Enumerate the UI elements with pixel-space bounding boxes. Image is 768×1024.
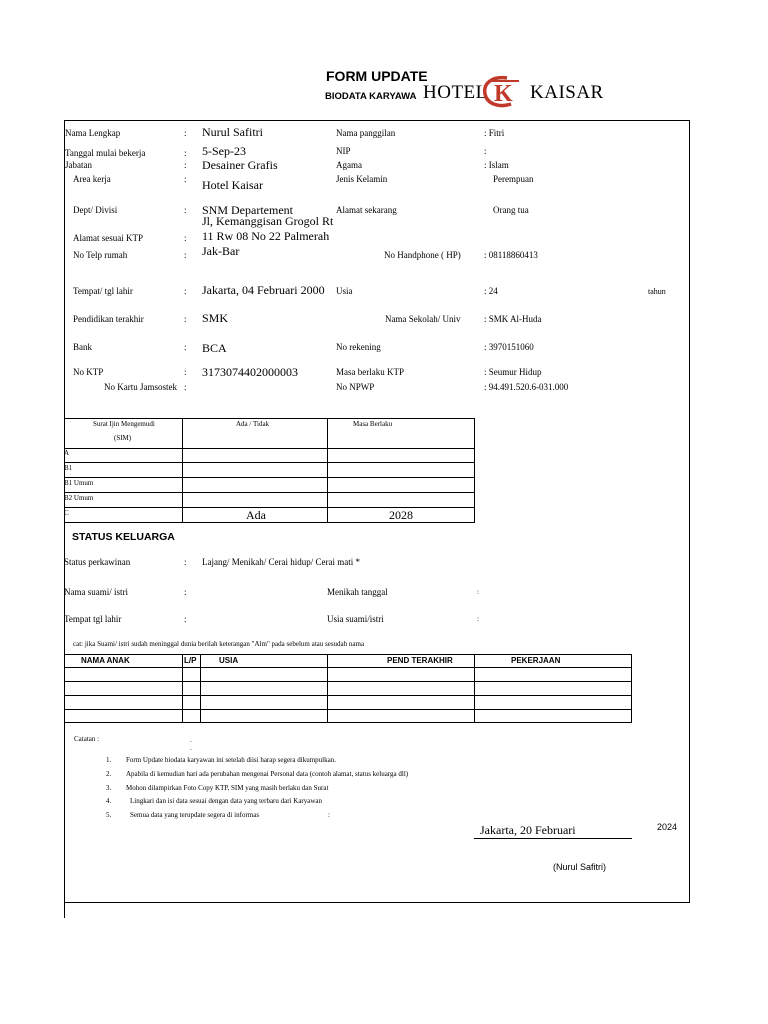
colon: : xyxy=(184,382,187,392)
label-area-kerja: Area kerja xyxy=(73,174,111,184)
label-npwp: No NPWP xyxy=(336,382,375,392)
label-bank: Bank xyxy=(73,342,92,352)
catatan-item-num: 1. xyxy=(106,756,112,764)
value-ktp: 3173074402000003 xyxy=(202,365,298,379)
anak-table-line xyxy=(631,654,632,722)
sim-table-line xyxy=(474,418,475,522)
label-handphone: No Handphone ( HP) xyxy=(384,250,461,260)
logo-kaisar-text: KAISAR xyxy=(530,82,604,103)
colon: : xyxy=(184,314,187,324)
colon: : xyxy=(477,615,479,623)
catatan-item-num: 4. xyxy=(106,797,112,805)
value-alamat-sekarang: Orang tua xyxy=(493,205,529,215)
anak-table-line xyxy=(182,654,183,722)
sim-row-ada: Ada xyxy=(246,508,266,522)
value-dept: SNM Departement xyxy=(202,203,293,217)
catatan-item-text: Apabila di kemudian hari ada perubahan mengenai Personal data (contoh alamat, status keluarga dll) xyxy=(126,770,409,778)
catatan-label: Catatan : xyxy=(74,735,100,743)
colon: : xyxy=(184,160,187,170)
catatan-dot: . xyxy=(190,736,192,744)
colon: : xyxy=(184,233,187,243)
form-subtitle: BIODATA KARYAWA xyxy=(325,91,417,102)
value-usia: : 24 xyxy=(484,286,498,296)
anak-header-lp: L/P xyxy=(184,656,197,665)
label-nip: NIP xyxy=(336,146,351,156)
label-status-perkawinan: Status perkawinan xyxy=(64,557,131,567)
signature-date-line xyxy=(474,838,632,839)
anak-header-nama: NAMA ANAK xyxy=(81,656,130,665)
sim-header-col3: Masa Berlaku xyxy=(353,420,393,428)
sim-table-line xyxy=(64,507,475,508)
catatan-item-text: Lingkari dan isi data sesuai dengan data yang terbaru dari Karyawan xyxy=(130,797,323,805)
anak-header-usia: USIA xyxy=(219,656,239,665)
label-alamat-ktp: Alamat sesuai KTP xyxy=(73,233,143,243)
anak-table-line xyxy=(64,667,632,668)
value-area-kerja: Hotel Kaisar xyxy=(202,178,263,192)
sim-header-col1-line1: Surat Ijin Mengemudi xyxy=(93,420,155,428)
label-pendidikan: Pendidikan terakhir xyxy=(73,314,144,324)
anak-table-line xyxy=(64,709,632,710)
value-alamat-ktp-line2: 11 Rw 08 No 22 Palmerah xyxy=(202,229,330,243)
anak-table-line xyxy=(327,654,328,722)
signature-place-date: Jakarta, 20 Februari xyxy=(480,823,576,837)
label-menikah-tanggal: Menikah tanggal xyxy=(327,587,388,597)
label-agama: Agama xyxy=(336,160,362,170)
label-usia-pasangan: Usia suami/istri xyxy=(327,614,384,624)
anak-table-line xyxy=(64,695,632,696)
frame-right-line xyxy=(689,120,690,902)
sim-table-line xyxy=(64,477,475,478)
value-tempat-lahir: Jakarta, 04 Februari 2000 xyxy=(202,283,325,297)
colon: : xyxy=(184,367,187,377)
sim-table-line xyxy=(182,418,183,522)
colon: : xyxy=(184,148,187,158)
label-tempat-tgl-lahir-pasangan: Tempat tgl lahir xyxy=(64,614,122,624)
value-tanggal-mulai: 5-Sep-23 xyxy=(202,144,246,158)
colon: : xyxy=(184,557,187,567)
label-nama-lengkap: Nama Lengkap xyxy=(65,128,121,138)
value-handphone: : 08118860413 xyxy=(484,250,538,260)
colon: : xyxy=(184,587,187,597)
signature-name: (Nurul Safitri) xyxy=(553,862,607,872)
colon: : xyxy=(184,614,187,624)
status-keluarga-heading: STATUS KELUARGA xyxy=(72,531,175,543)
label-nama-suami: Nama suami/ istri xyxy=(64,587,128,597)
catatan-item-text: Form Update biodata karyawan ini setelah diisi harap segera dikumpulkan. xyxy=(126,756,336,764)
logo-hotel-text: HOTEL xyxy=(423,82,488,103)
label-jamsostek: No Kartu Jamsostek xyxy=(104,382,177,392)
sim-row-type: C xyxy=(64,509,69,517)
value-sekolah: : SMK Al-Huda xyxy=(484,314,542,324)
keluarga-note: cat: jika Suami/ istri sudah meninggal dunia berilah keterangan "Alm" pada sebelum atau sesudah nama xyxy=(73,640,365,648)
label-alamat-sekarang: Alamat sekarang xyxy=(336,205,397,215)
label-nama-panggilan: Nama panggilan xyxy=(336,128,396,138)
value-nip: : xyxy=(484,146,487,156)
colon: : xyxy=(184,174,187,184)
label-telp-rumah: No Telp rumah xyxy=(73,250,128,260)
label-jenis-kelamin: Jenis Kelamin xyxy=(336,174,388,184)
anak-table-line xyxy=(64,654,632,655)
value-masa-ktp: : Seumur Hidup xyxy=(484,367,542,377)
anak-table-line xyxy=(64,722,632,723)
frame-left-line xyxy=(64,120,65,918)
svg-text:K: K xyxy=(494,81,513,107)
label-ktp: No KTP xyxy=(73,367,104,377)
colon: : xyxy=(184,128,187,138)
anak-table-line xyxy=(200,654,201,722)
catatan-item-num: 3. xyxy=(106,784,112,792)
catatan-item-text: Semua data yang terupdate segera di informas xyxy=(130,811,260,819)
anak-header-pend: PEND TERAKHIR xyxy=(387,656,453,665)
label-dept: Dept/ Divisi xyxy=(73,205,118,215)
catatan-item-num: 2. xyxy=(106,770,112,778)
sim-table-line xyxy=(64,418,475,419)
catatan-item-num: 5. xyxy=(106,811,112,819)
value-nama-lengkap: Nurul Safitri xyxy=(202,125,263,139)
sim-header-col1-line2: (SIM) xyxy=(114,434,132,442)
value-jenis-kelamin: Perempuan xyxy=(493,174,534,184)
value-alamat-ktp-line1: Jl, Kemanggisan Grogol Rt xyxy=(202,214,334,228)
sim-table-line xyxy=(64,492,475,493)
sim-table-line xyxy=(64,448,475,449)
usia-unit: tahun xyxy=(648,287,666,296)
label-tempat-lahir: Tempat/ tgl lahir xyxy=(73,286,133,296)
hotel-kaisar-logo-icon xyxy=(481,74,525,110)
value-status-perkawinan: Lajang/ Menikah/ Cerai hidup/ Cerai mati * xyxy=(202,557,360,567)
label-sekolah: Nama Sekolah/ Univ xyxy=(385,314,461,324)
value-nama-panggilan: : Fitri xyxy=(484,128,505,138)
frame-bottom-line xyxy=(64,902,690,903)
value-npwp: : 94.491.520.6-031.000 xyxy=(484,382,569,392)
value-bank: BCA xyxy=(202,341,227,355)
signature-year: 2024 xyxy=(657,822,678,832)
colon: : xyxy=(184,286,187,296)
colon: : xyxy=(328,811,330,819)
anak-table-line xyxy=(64,681,632,682)
value-alamat-ktp-line3: Jak-Bar xyxy=(202,244,240,258)
label-jabatan: Jabatan xyxy=(65,160,92,170)
sim-header-col2: Ada / Tidak xyxy=(236,420,270,428)
anak-table-line xyxy=(474,654,475,722)
alamat-ktp-box xyxy=(202,214,337,258)
value-pendidikan: SMK xyxy=(202,311,229,325)
sim-row-type: B1 xyxy=(64,464,73,472)
colon: : xyxy=(184,342,187,352)
sim-table-line xyxy=(64,462,475,463)
label-rekening: No rekening xyxy=(336,342,381,352)
colon: : xyxy=(184,250,187,260)
form-title: FORM UPDATE xyxy=(326,68,428,84)
anak-header-pekerjaan: PEKERJAAN xyxy=(511,656,561,665)
sim-row-masa: 2028 xyxy=(389,508,413,522)
value-agama: : Islam xyxy=(484,160,509,170)
value-rekening: : 3970151060 xyxy=(484,342,534,352)
catatan-item-text: Mohon dilampirkan Foto Copy KTP, SIM yang masih berlaku dan Surat xyxy=(126,784,329,792)
colon: : xyxy=(184,205,187,215)
label-masa-ktp: Masa berlaku KTP xyxy=(336,367,404,377)
catatan-dot: . xyxy=(190,744,192,752)
label-usia: Usia xyxy=(336,286,353,296)
frame-top-line xyxy=(64,120,690,121)
sim-table-line xyxy=(64,522,475,523)
label-tanggal-mulai: Tanggal mulai bekerja xyxy=(65,148,146,158)
sim-row-type: B2 Umum xyxy=(64,494,94,502)
colon: : xyxy=(477,588,479,596)
value-jabatan: Desainer Grafis xyxy=(202,158,278,172)
sim-table-line xyxy=(327,418,328,522)
sim-row-type: A xyxy=(64,449,70,457)
sim-row-type: B1 Umum xyxy=(64,479,94,487)
